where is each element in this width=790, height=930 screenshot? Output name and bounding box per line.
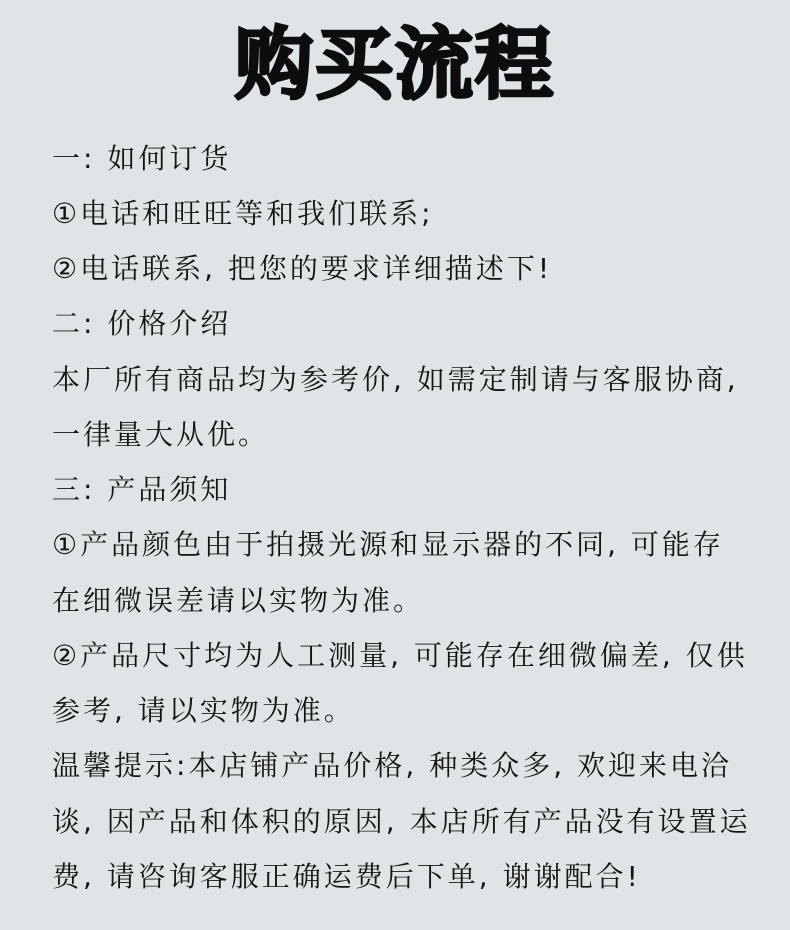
pricing-text-line-1: 本厂所有商品均为参考价, 如需定制请与客服协商,: [52, 363, 739, 396]
page-title: 购买流程: [234, 20, 555, 110]
product-note-1-line-1: ①产品颜色由于拍摄光源和显示器的不同, 可能存: [52, 528, 724, 561]
ordering-step-1: ①电话和旺旺等和我们联系;: [52, 197, 434, 230]
product-note-2-line-1: ②产品尺寸均为人工测量, 可能存在细微偏差, 仅供: [52, 639, 748, 672]
product-note-2-line-2: 参考, 请以实物为准。: [52, 694, 355, 727]
section-heading-product-notes: 三: 产品须知: [52, 473, 232, 506]
ordering-step-2: ②电话联系, 把您的要求详细描述下!: [52, 252, 553, 285]
reminder-line-2: 谈, 因产品和体积的原因, 本店所有产品没有设置运: [52, 805, 751, 838]
pricing-text-line-2: 一律量大从优。: [52, 418, 270, 451]
product-note-1-line-2: 在细微误差请以实物为准。: [52, 584, 425, 617]
section-heading-pricing: 二: 价格介绍: [52, 307, 232, 340]
reminder-line-3: 费, 请咨询客服正确运费后下单, 谢谢配合!: [52, 860, 641, 893]
reminder-line-1: 温馨提示:本店铺产品价格, 种类众多, 欢迎来电洽: [52, 749, 733, 782]
section-heading-ordering: 一: 如何订货: [52, 142, 232, 175]
